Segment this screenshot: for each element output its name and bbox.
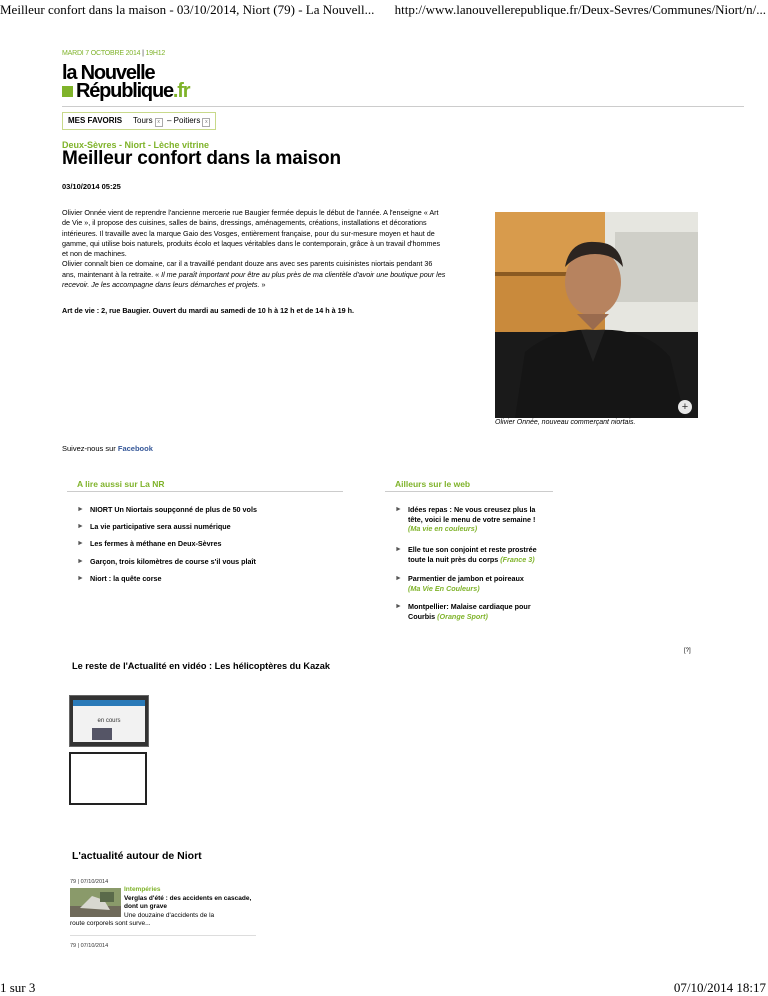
video-thumbnail[interactable] [69, 695, 149, 747]
video-section-title[interactable]: Le reste de l'Actualité en vidéo : Les hélicoptères du Kazak [72, 661, 330, 671]
video-player[interactable] [69, 752, 147, 805]
portrait-image [495, 212, 698, 418]
web-item-line: Montpellier: Malaise cardiaque pour [408, 602, 531, 611]
favorite-item-tours[interactable] [133, 116, 163, 127]
quote-part1: Il me paraît important pour être au plus près de ma clientèle d'avoir une boutique pour les [159, 269, 446, 279]
article-date: 03/10/2014 05:25 [62, 182, 121, 191]
follow-us [62, 444, 153, 453]
arrow-icon: ► [77, 506, 84, 513]
favorite-item-label: – Poitiers [167, 116, 201, 125]
meta-date: 07/10/2014 [80, 879, 109, 885]
quote-part2: recevoir. Je les accompagne dans leurs démarches et projets. [62, 280, 260, 290]
local-news-desc: route corporels sont surve... [70, 920, 151, 927]
web-item-source: (France 3) [500, 554, 535, 564]
photo-caption: Olivier Onnée, nouveau commerçant niortais. [495, 419, 636, 426]
shop-info: Art de vie : 2, rue Baugier. Ouvert du mardi au samedi de 10 h à 12 h et de 14 h à 19 h. [62, 306, 354, 315]
body-line: intérieures. Il travaille avec la marque Gaio des Vosges, entièrement française, pour du sur-mesure moyen et haut de [62, 228, 435, 238]
local-news-desc: Une douzaine d'accidents de la [124, 912, 215, 919]
related-title: A lire aussi sur La NR [77, 479, 165, 489]
web-item-source: (Orange Sport) [437, 611, 488, 621]
related-item-label: Niort : la quête corse [90, 574, 162, 583]
favorites-bar [62, 112, 216, 130]
web-item-source: (Ma vie en couleurs) [408, 524, 478, 533]
logo-mark-icon [62, 86, 73, 97]
related-item-label: Garçon, trois kilomètres de course s'il vous plaît [90, 557, 256, 566]
arrow-icon: ► [77, 575, 84, 582]
local-news-divider [70, 935, 256, 936]
web-item-line: Elle tue son conjoint et reste prostrée [408, 545, 537, 554]
masthead-divider [62, 106, 744, 107]
remove-favorite-icon[interactable]: x [155, 118, 163, 127]
body-line: et non de machines. [62, 249, 127, 259]
local-news-title: L'actualité autour de Niort [72, 850, 202, 862]
local-news-thumbnail[interactable] [70, 888, 121, 917]
arrow-icon: ► [395, 506, 402, 513]
ads-help-link[interactable]: [?] [684, 648, 691, 654]
site-date: MARDI 7 OCTOBRE 2014 | 19H12 [62, 50, 166, 57]
web-item-line: Idées repas : Ne vous creusez plus la [408, 505, 536, 514]
web-item[interactable] [395, 505, 565, 537]
local-news-meta: 79 | 07/10/2014 [70, 943, 109, 949]
web-divider [385, 491, 553, 492]
web-item-line: Courbis [408, 611, 436, 621]
facebook-link[interactable]: Facebook [117, 444, 153, 453]
web-item-line: Parmentier de jambon et poireaux [408, 574, 524, 583]
article-photo[interactable] [495, 212, 698, 418]
related-item-label: NIORT Un Niortais soupçonné de plus de 50 vols [90, 505, 257, 514]
body-line: Olivier Onnée vient de reprendre l'ancienne mercerie rue Baugier fermée depuis le début de l'année. A l'enseigne « Art [62, 208, 439, 217]
breadcrumb[interactable]: Deux-Sèvres - Niort - Lèche vitrine [62, 140, 210, 150]
arrow-icon: ► [77, 523, 84, 530]
web-item-line: tête, voici le menu de votre semaine ! [408, 514, 536, 524]
related-item-label: La vie participative sera aussi numérique [90, 522, 231, 531]
local-news-meta: 79 | 07/10/2014 [70, 879, 109, 885]
meta-dept: 79 [70, 943, 77, 949]
arrow-icon: ► [77, 540, 84, 547]
meta-dept: 79 [70, 879, 77, 885]
quote-end: » [259, 280, 266, 290]
arrow-icon: ► [395, 575, 402, 582]
article-body [62, 208, 498, 290]
site-time-text: 19H12 [145, 50, 166, 57]
follow-text: Suivez-nous sur [62, 444, 118, 453]
print-page-number: 1 sur 3 [0, 980, 36, 995]
local-news-headline[interactable]: Verglas d'été : des accidents en cascade, dont un grave [124, 895, 252, 910]
print-page-url: http://www.lanouvellerepublique.fr/Deux-Sevres/Communes/Niort/n/... [394, 2, 766, 17]
article-title: Meilleur confort dans la maison [62, 148, 341, 169]
site-date-text: MARDI 7 OCTOBRE 2014 [62, 50, 141, 57]
accident-image [70, 888, 121, 917]
remove-favorite-icon[interactable]: x [202, 118, 210, 127]
favorite-item-poitiers[interactable] [167, 116, 210, 127]
logo-line1: la Nouvelle [62, 62, 155, 84]
video-thumb-label: en cours [97, 718, 121, 724]
local-news-category[interactable]: Intempéries [124, 886, 161, 893]
meta-date: 07/10/2014 [80, 943, 109, 949]
favorites-label: MES FAVORIS [68, 116, 123, 125]
logo-suffix: .fr [172, 80, 190, 102]
web-item-source: (Ma Vie En Couleurs) [408, 583, 480, 593]
zoom-icon[interactable]: + [678, 400, 692, 414]
favorite-item-label: Tours [133, 116, 153, 125]
site-logo[interactable] [62, 64, 222, 104]
body-line: gamme, qui utilise bois naturels, produits écolo et laques véritables dans le contemporain, grâce à un travail d'hommes [62, 238, 441, 248]
body-line: Olivier connaît bien ce domaine, car il a travaillé pendant douze ans avec ses parents cuisinistes niortais pendant 36 [62, 259, 433, 269]
arrow-icon: ► [395, 603, 402, 610]
related-divider [67, 491, 343, 492]
arrow-icon: ► [77, 558, 84, 565]
print-page-title: Meilleur confort dans la maison - 03/10/2014, Niort (79) - La Nouvell... [0, 2, 375, 17]
arrow-icon: ► [395, 546, 402, 553]
web-title: Ailleurs sur le web [395, 479, 471, 489]
web-item-line: toute la nuit près du corps [408, 554, 499, 564]
related-item-label: Les fermes à méthane en Deux-Sèvres [90, 539, 222, 548]
logo-line2: République [76, 80, 173, 102]
body-line: ans, maintenant à la retraite. « [62, 269, 160, 279]
print-datetime: 07/10/2014 18:17 [673, 980, 766, 995]
body-line: de Vie », il propose des cuisines, salles de bains, dressings, aménagements, créations, installations et décorations [62, 218, 427, 228]
